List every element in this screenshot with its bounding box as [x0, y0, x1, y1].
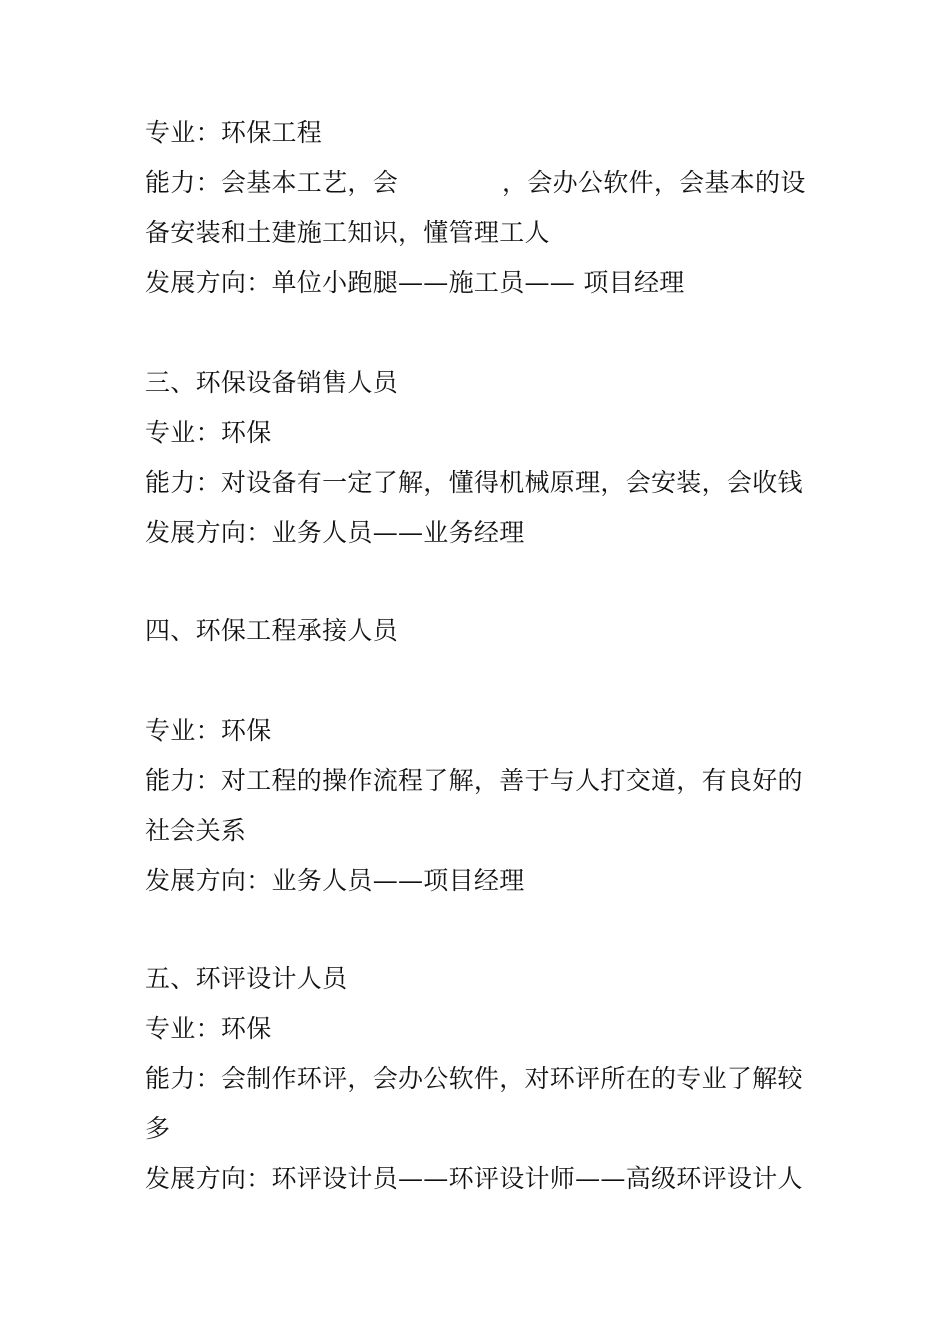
direction-line: 发展方向：单位小跑腿——施工员—— 项目经理: [145, 268, 685, 297]
section-heading: 四、环保工程承接人员: [145, 616, 399, 645]
major-line: 专业：环保: [145, 716, 272, 745]
section-heading: 三、环保设备销售人员: [145, 368, 399, 397]
major-line: 专业：环保工程: [145, 118, 323, 147]
ability-continuation-line: 社会关系: [145, 816, 247, 845]
major-line: 专业：环保: [145, 418, 272, 447]
direction-line: 发展方向：环评设计员——环评设计师——高级环评设计人: [145, 1164, 803, 1193]
ability-line: 能力：对工程的操作流程了解，善于与人打交道，有良好的: [145, 766, 803, 795]
section-heading: 五、环评设计人员: [145, 964, 348, 993]
ability-text-part1: 能力：会基本工艺，会: [145, 168, 399, 197]
direction-line: 发展方向：业务人员——业务经理: [145, 518, 525, 547]
ability-continuation-line: 多: [145, 1114, 171, 1143]
ability-line: 能力：会制作环评，会办公软件，对环评所在的专业了解较: [145, 1064, 803, 1093]
ability-text-part2: ，会办公软件，会基本的设: [502, 168, 806, 197]
ability-line: 能力：对设备有一定了解，懂得机械原理，会安装，会收钱: [145, 468, 803, 497]
major-line: 专业：环保: [145, 1014, 272, 1043]
ability-continuation-line: 备安装和土建施工知识，懂管理工人: [145, 218, 550, 247]
ability-line: [145, 166, 815, 200]
direction-line: 发展方向：业务人员——项目经理: [145, 866, 525, 895]
